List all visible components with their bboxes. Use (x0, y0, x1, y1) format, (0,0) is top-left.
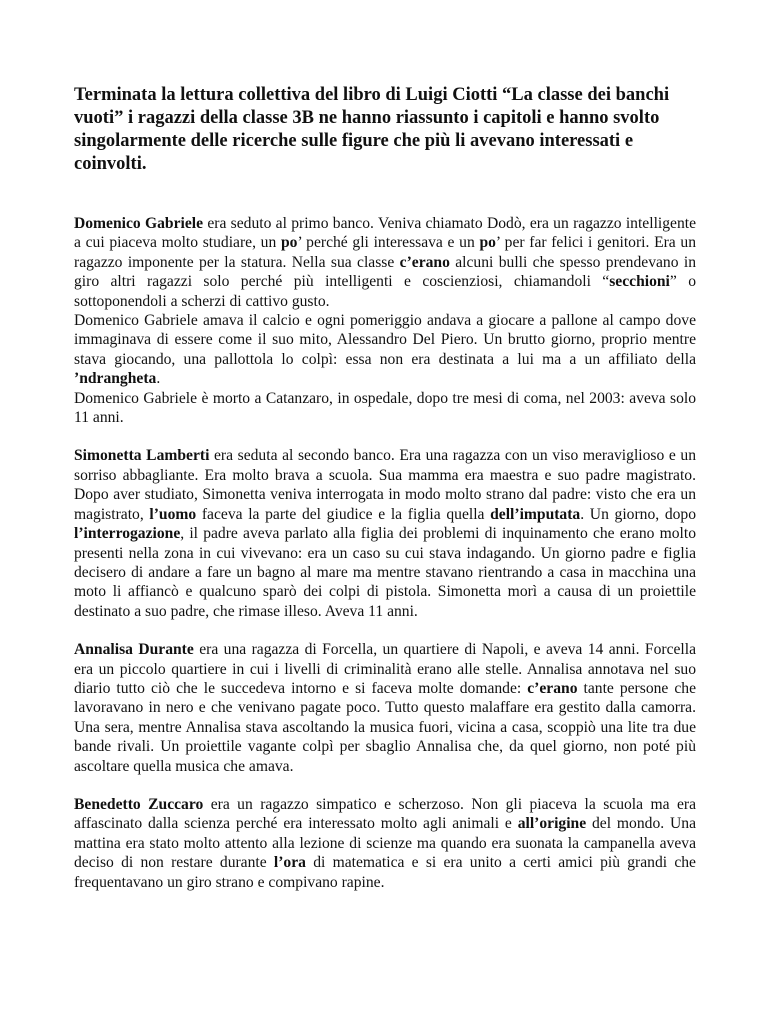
paragraph (74, 795, 696, 892)
keyword: secchioni (609, 273, 670, 291)
paragraph (74, 640, 696, 776)
keyword: l’uomo (149, 505, 197, 523)
text-run: alcuni bulli che spesso prendevano in giro altri ragazzi solo perché più intelligenti e coscienziosi, chiamandoli “ (74, 253, 697, 291)
keyword: l’interrogazione (74, 525, 181, 543)
keyword: all’origine (517, 815, 587, 833)
keyword: ’ndrangheta (74, 370, 157, 388)
paragraph: Domenico Gabriele è morto a Catanzaro, in ospedale, dopo tre mesi di coma, nel 2003: aveva solo 11 anni. (74, 389, 696, 427)
section-benedetto-zuccaro (74, 795, 696, 892)
paragraph (74, 311, 696, 389)
text-run: faceva la parte del giudice e la figlia quella (196, 505, 491, 523)
section-simonetta-lamberti (74, 446, 696, 621)
text-run: ’ per far felici i genitori. Era un ragazzo imponente per la statura. Nella sua classe (74, 234, 697, 271)
keyword: dell’imputata (490, 505, 581, 523)
paragraph (74, 214, 696, 311)
keyword: c’erano (399, 253, 450, 271)
keyword: c’erano (527, 679, 578, 697)
paragraph (74, 446, 696, 621)
person-name: Benedetto Zuccaro (74, 795, 204, 813)
text-run: era un ragazzo simpatico e scherzoso. Non gli piaceva la scuola ma era affascinato dalla scienza perché era interessato molto agli animali e (74, 795, 696, 833)
text-run: Domenico Gabriele amava il calcio e ogni pomeriggio andava a giocare a pallone al campo dove immaginava di essere come il suo mito, Alessandro Del Piero. Un brutto giorno, proprio mentre stava giocando, una pallottola lo colpì: essa non era destinata a lui ma a un affiliato della (74, 312, 696, 368)
text-run: , il padre aveva parlato alla figlia dei problemi di inquinamento che erano molto presenti nella zona in cui vivevano: era un caso su cui stava indagando. Un giorno padre e figlia decisero di andare a fare un bagno al mare ma mentre stavano rientrando a casa in macchina una moto li affiancò e qualcuno sparò dei colpi di pistola. Simonetta morì a causa di un proiettile destinato a suo padre, che rimase illeso. Aveva 11 anni. (74, 525, 696, 620)
document-page (74, 84, 696, 892)
person-name: Annalisa Durante (74, 641, 194, 659)
text-run: del mondo. Una mattina era stato molto attento alla lezione di scienze ma quando era suonata la campanella aveva deciso di non restare durante (74, 815, 696, 872)
person-name: Domenico Gabriele (74, 215, 204, 232)
section-domenico-gabriele (74, 214, 696, 427)
keyword: l’ora (273, 854, 306, 872)
text-run: di matematica e si era unito a certi amici più grandi che frequentavano un giro strano e compivano rapine. (74, 854, 696, 891)
section-annalisa-durante (74, 640, 696, 776)
text-run: era seduto al primo banco. Veniva chiamato Dodò, era un ragazzo intelligente a cui piaceva molto studiare, un (74, 215, 696, 252)
keyword: po (479, 234, 496, 252)
text-run: tante persone che lavoravano in nero e che venivano pagate poco. Tutto questo malaffare era gestito dalla camorra. Una sera, mentre Annalisa stava ascoltando la musica fuori, vicina a casa, scoppiò una lite tra due bande rivali. Un proiettile vagante colpì per sbaglio Annalisa che, da quel giorno, non poté più ascoltare quella musica che amava. (74, 679, 696, 775)
text-run: era seduta al secondo banco. Era una ragazza con un viso meraviglioso e un sorriso abbagliante. Era molto brava a scuola. Sua mamma era maestra e suo padre magistrato. Dopo aver studiato, Simonetta veniva interrogata in modo molto strano dal padre: visto che era un magistrato, (74, 447, 696, 523)
text-run: ’ perché gli interessava e un (297, 234, 480, 252)
keyword: po (280, 234, 298, 252)
text-run: era una ragazza di Forcella, un quartiere di Napoli, e aveva 14 anni. Forcella era un piccolo quartiere in cui i livelli di criminalità erano alle stelle. Annalisa annotava nel suo diario tutto ciò che le succedeva intorno e si faceva molte domande: (74, 641, 696, 697)
intro-heading: Terminata la lettura collettiva del libro di Luigi Ciotti “La classe dei banchi vuoti” i ragazzi della classe 3B ne hanno riassunto i capitoli e hanno svolto singolarmente delle ricerche sulle figure che più li avevano interessati e coinvolti. (74, 85, 670, 174)
text-run: ” o sottoponendoli a scherzi di cattivo gusto. (74, 273, 696, 310)
text-run: . Un giorno, dopo (580, 505, 697, 523)
text-run: . (156, 370, 161, 388)
person-name: Simonetta Lamberti (74, 447, 210, 465)
